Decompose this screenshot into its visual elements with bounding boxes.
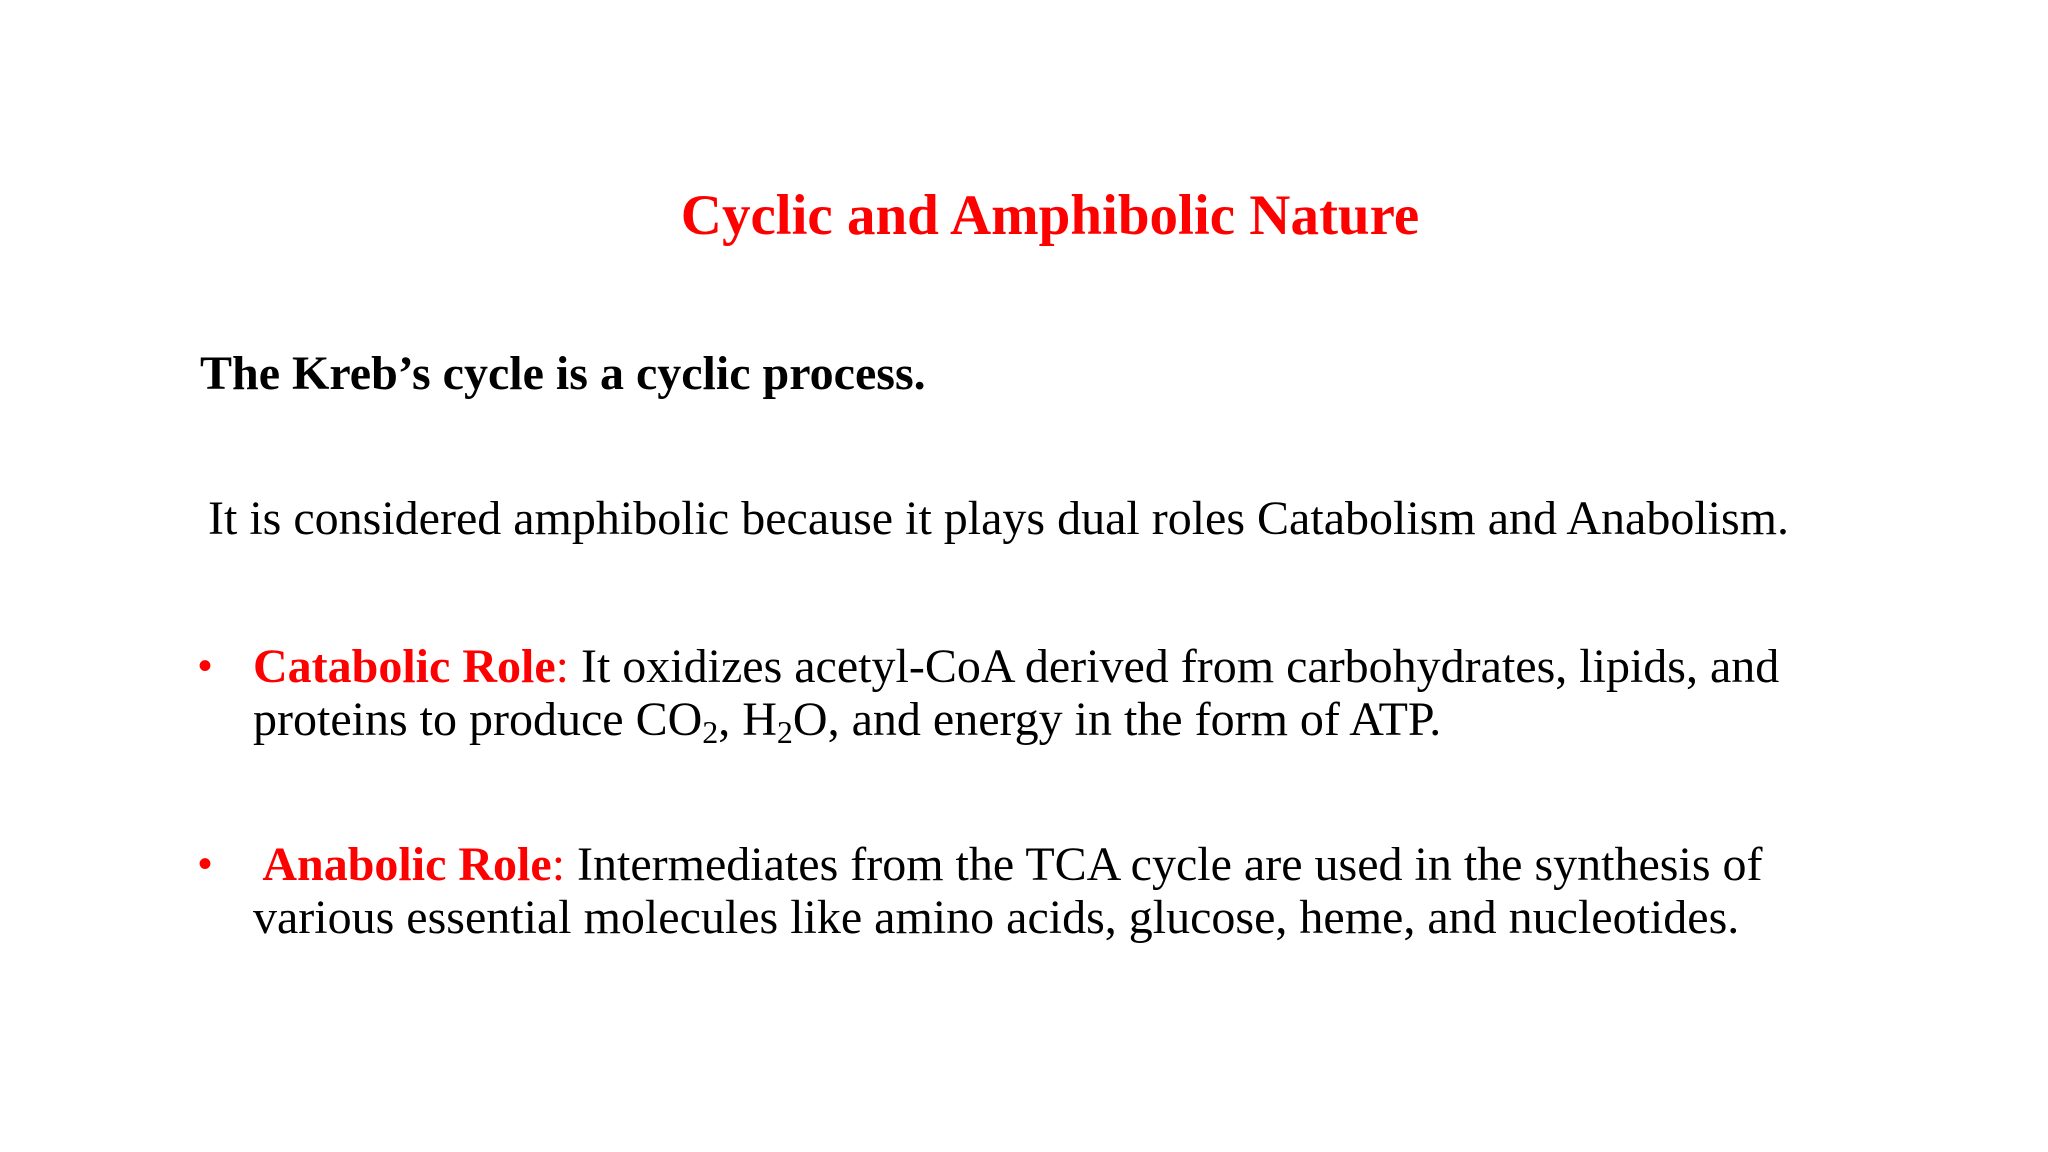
bullet-line — [253, 693, 1913, 750]
slide-title: Cyclic and Amphibolic Nature — [680, 184, 1420, 247]
h2o-subscript: 2 — [776, 714, 793, 750]
bullet-dot-icon: • — [198, 842, 213, 886]
amphibolic-statement: It is considered amphibolic because it plays dual roles Catabolism and Anabolism. — [208, 492, 1789, 545]
term-colon: : — [555, 640, 569, 693]
lead-statement: The Kreb’s cycle is a cyclic process. — [200, 347, 926, 400]
anabolic-description-line2: various essential molecules like amino acids, glucose, heme, and nucleotides. — [253, 891, 1740, 944]
catabolic-description-part: O, and energy in the form of ATP. — [792, 693, 1442, 746]
bullet-text — [253, 838, 1913, 944]
anabolic-role-term: Anabolic Role — [253, 838, 552, 891]
co2-subscript: 2 — [702, 714, 719, 750]
bullet-dot-icon: • — [198, 644, 213, 688]
bullet-line — [253, 838, 1913, 891]
catabolic-description-line1: It oxidizes acetyl-CoA derived from carbohydrates, lipids, and — [568, 640, 1780, 693]
catabolic-description-part: proteins to produce CO — [253, 693, 703, 746]
bullet-text — [253, 640, 1913, 750]
catabolic-role-term: Catabolic Role — [253, 640, 556, 693]
term-colon: : — [551, 838, 566, 891]
catabolic-description-part: , H — [718, 693, 777, 746]
anabolic-description-line1: Intermediates from the TCA cycle are used in the synthesis of — [565, 838, 1763, 891]
bullet-line — [253, 640, 1913, 693]
